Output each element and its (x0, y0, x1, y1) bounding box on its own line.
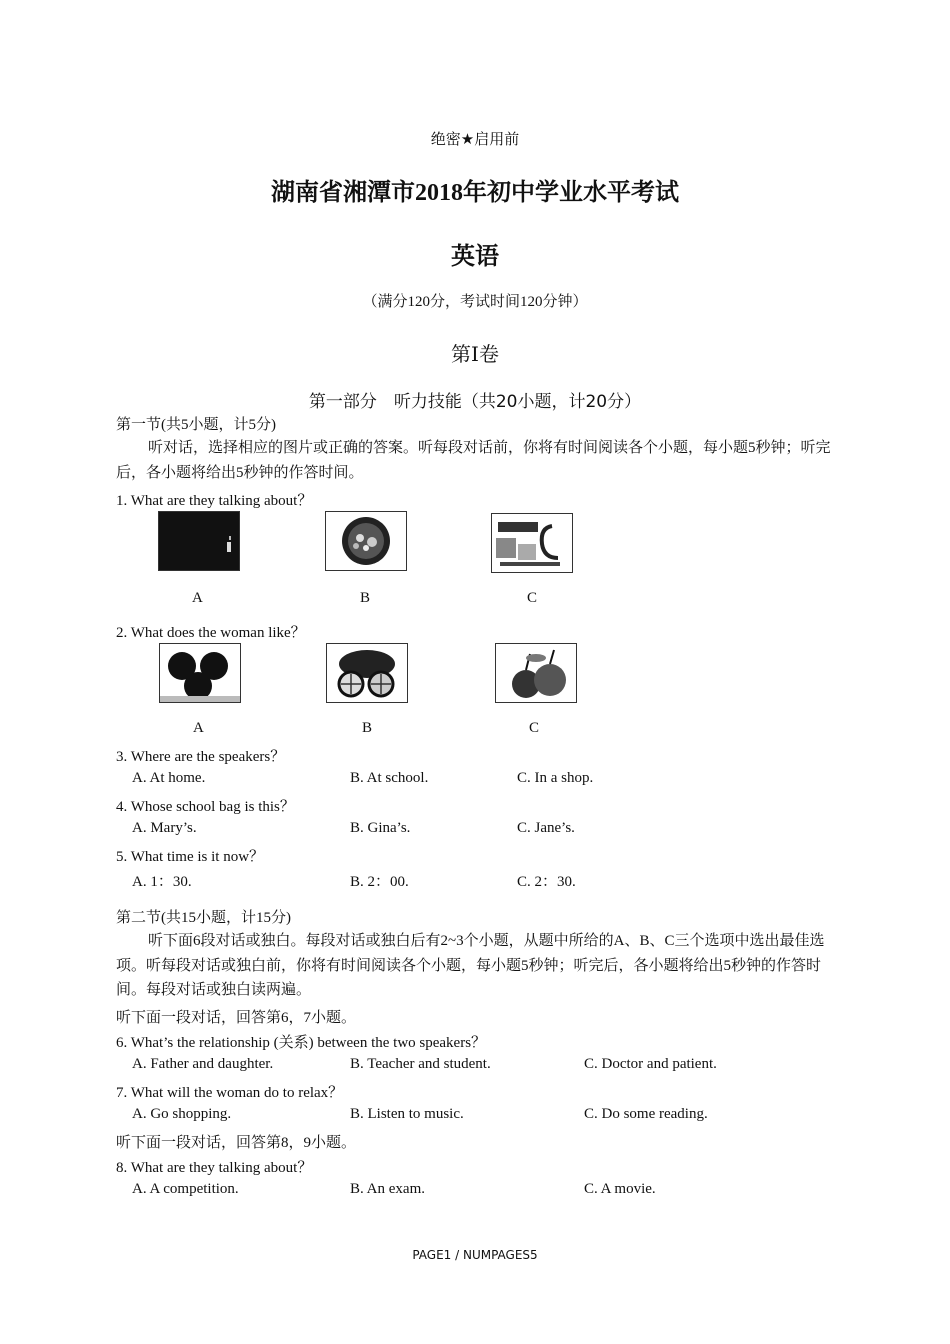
round-emblem-icon (325, 511, 407, 571)
option-1c: C (527, 590, 538, 606)
dark-photo-icon (158, 511, 240, 571)
option-7b: B. Listen to music. (350, 1106, 464, 1122)
option-5a: A. 1：30. (132, 874, 192, 890)
option-7a: A. Go shopping. (132, 1106, 232, 1122)
option-3a: A. At home. (132, 770, 206, 786)
option-6a: A. Father and daughter. (132, 1056, 274, 1072)
part1-title: 第一部分 听力技能（共20小题，计20分） (308, 392, 642, 412)
exam-title: 湖南省湘潭市2018年初中学业水平考试 (271, 180, 679, 206)
group2-intro: 听下面一段对话，回答第8，9小题。 (116, 1135, 357, 1151)
confidential-mark: 绝密★启用前 (430, 130, 520, 148)
question-5: 5. What time is it now？ (116, 849, 265, 865)
oranges-icon (326, 643, 408, 703)
question-3: 3. Where are the speakers？ (116, 749, 286, 765)
volume-title: 第Ⅰ卷 (451, 344, 499, 366)
option-7c: C. Do some reading. (584, 1106, 708, 1122)
page-number: PAGE1 / NUMPAGES5 (412, 1248, 538, 1262)
pears-icon (495, 643, 577, 703)
option-4c: C. Jane’s. (517, 820, 575, 836)
question-2: 2. What does the woman like？ (116, 625, 306, 641)
question-1: 1. What are they talking about？ (116, 493, 313, 509)
subject-title: 英语 (451, 244, 499, 270)
option-5b: B. 2：00. (350, 874, 409, 890)
group1-intro: 听下面一段对话，回答第6，7小题。 (116, 1010, 357, 1026)
option-3c: C. In a shop. (517, 770, 594, 786)
option-2c: C (529, 720, 540, 736)
option-1a: A (192, 590, 203, 606)
option-6b: B. Teacher and student. (350, 1056, 491, 1072)
section2-instructions: 听下面6段对话或独白。每段对话或独白后有2~3个小题，从题中所给的A、B、C三个选项中选出最佳选项。听每段对话或独白前，你将有时间阅读各个小题，每小题5秒钟；听完后，各小题将给出5秒钟的作答时间。每段对话或独白读两遍。 (116, 933, 825, 998)
option-5c: C. 2：30. (517, 874, 576, 890)
sketch-picture-icon (491, 513, 573, 573)
question-4: 4. Whose school bag is this？ (116, 799, 295, 815)
option-8b: B. An exam. (350, 1181, 425, 1197)
option-1b: B (360, 590, 371, 606)
option-8c: C. A movie. (584, 1181, 656, 1197)
question-7: 7. What will the woman do to relax？ (116, 1085, 344, 1101)
option-4b: B. Gina’s. (350, 820, 411, 836)
score-time-note: （满分120分，考试时间120分钟） (362, 294, 588, 310)
option-3b: B. At school. (350, 770, 429, 786)
question-6: 6. What’s the relationship (关系) between the two speakers？ (116, 1035, 487, 1051)
option-8a: A. A competition. (132, 1181, 239, 1197)
cherries-icon (159, 643, 241, 703)
section1-instructions: 听对话，选择相应的图片或正确的答案。听每段对话前，你将有时间阅读各个小题，每小题5秒钟；听完后，各小题将给出5秒钟的作答时间。 (116, 440, 831, 481)
option-4a: A. Mary’s. (132, 820, 197, 836)
option-2b: B (362, 720, 373, 736)
section1-title: 第一节(共5小题，计5分) (116, 417, 276, 433)
option-6c: C. Doctor and patient. (584, 1056, 717, 1072)
option-2a: A (193, 720, 204, 736)
section2-title: 第二节(共15小题，计15分) (116, 910, 291, 926)
question-8: 8. What are they talking about？ (116, 1160, 313, 1176)
